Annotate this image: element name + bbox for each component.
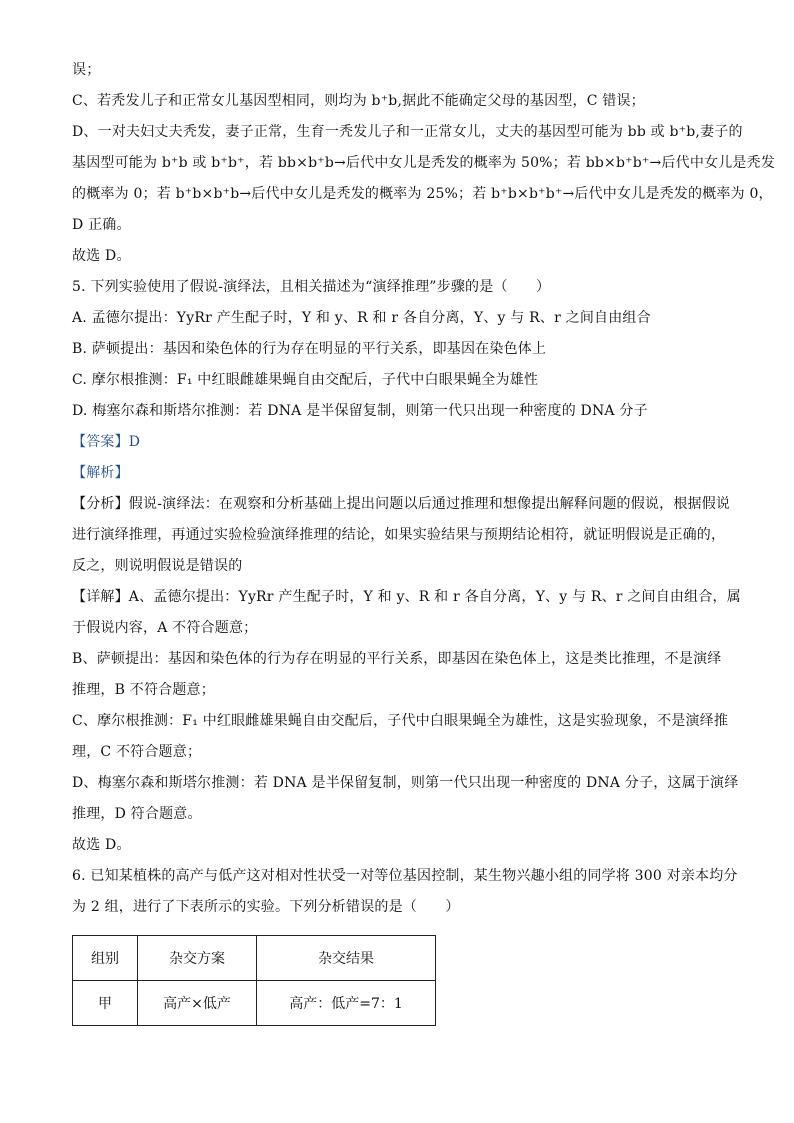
text-line: C、若秃发儿子和正常女儿基因型相同，则均为 b⁺b,据此不能确定父母的基因型，C 错误；	[72, 93, 645, 109]
table-header-row	[73, 936, 436, 981]
analysis-text: 进行演绎推理，再通过实验检验演绎推理的结论，如果实验结果与预期结论相符，就证明假说是正确的，	[72, 527, 726, 543]
option-c: C. 摩尔根推测：F₁ 中红眼雌雄果蝇自由交配后，子代中白眼果蝇全为雄性	[72, 372, 539, 388]
detail-text: 于假说内容，A 不符合题意；	[72, 620, 258, 636]
text-line: 基因型可能为 b⁺b 或 b⁺b⁺，若 bb×b⁺b→后代中女儿是秃发的概率为 50%；若 bb×b⁺b⁺→后代中女儿是秃发	[72, 155, 776, 171]
text-line: D 正确。	[72, 217, 131, 233]
analysis-text: 【分析】假说-演绎法：在观察和分析基础上提出问题以后通过推理和想像提出解释问题的假说，根据假说	[72, 496, 731, 512]
detail-text: B、萨顿提出：基因和染色体的行为存在明显的平行关系，即基因在染色体上，这是类比推理，不是演绎	[72, 651, 722, 667]
option-d: D. 梅塞尔森和斯塔尔推测：若 DNA 是半保留复制，则第一代只出现一种密度的 DNA 分子	[72, 403, 648, 419]
detail-text: D、梅塞尔森和斯塔尔推测：若 DNA 是半保留复制，则第一代只出现一种密度的 DNA 分子，这属于演绎	[72, 775, 739, 791]
table-header-cell: 组别	[73, 936, 138, 981]
table-cell: 甲	[73, 981, 138, 1026]
detail-text: 【详解】A、孟德尔提出：YyRr 产生配子时，Y 和 y、R 和 r 各自分离，Y、y 与 R、r 之间自由组合，属	[72, 589, 741, 605]
detail-text: 推理，B 不符合题意；	[72, 682, 215, 698]
answer-label: 【答案】D	[72, 434, 141, 450]
text-line: 的概率为 0；若 b⁺b×b⁺b→后代中女儿是秃发的概率为 25%；若 b⁺b×b⁺b⁺→后代中女儿是秃发的概率为 0，	[72, 186, 773, 202]
text-line: D、一对夫妇丈夫秃发，妻子正常，生育一秃发儿子和一正常女儿，丈夫的基因型可能为 bb 或 b⁺b,妻子的	[72, 124, 743, 140]
question-6-stem: 为 2 组，进行了下表所示的实验。下列分析错误的是（ ）	[72, 899, 460, 915]
experiment-table	[72, 935, 436, 1026]
table-header-cell: 杂交结果	[257, 936, 436, 981]
text-line: 故选 D。	[72, 248, 131, 264]
analysis-text: 反之，则说明假说是错误的	[72, 558, 243, 574]
table-header-cell: 杂交方案	[138, 936, 257, 981]
text-line: 误；	[72, 62, 101, 78]
question-6-stem: 6. 已知某植株的高产与低产这对相对性状受一对等位基因控制，某生物兴趣小组的同学将 300 对亲本均分	[72, 868, 738, 884]
detail-text: 推理，D 符合题意。	[72, 806, 202, 822]
text-line: 故选 D。	[72, 837, 131, 853]
detail-text: 理，C 不符合题意；	[72, 744, 202, 760]
table-cell: 高产×低产	[138, 981, 257, 1026]
option-a: A. 孟德尔提出：YyRr 产生配子时，Y 和 y、R 和 r 各自分离，Y、y 与 R、r 之间自由组合	[72, 310, 651, 326]
question-5-stem: 5. 下列实验使用了假说-演绎法，且相关描述为“演绎推理”步骤的是（ ）	[72, 279, 551, 295]
detail-text: C、摩尔根推测：F₁ 中红眼雌雄果蝇自由交配后，子代中白眼果蝇全为雄性，这是实验现象，不是演绎推	[72, 713, 729, 729]
table-row	[73, 981, 436, 1026]
analysis-label: 【解析】	[72, 465, 129, 481]
option-b: B. 萨顿提出：基因和染色体的行为存在明显的平行关系，即基因在染色体上	[72, 341, 547, 357]
table-cell: 高产：低产=7：1	[257, 981, 436, 1026]
